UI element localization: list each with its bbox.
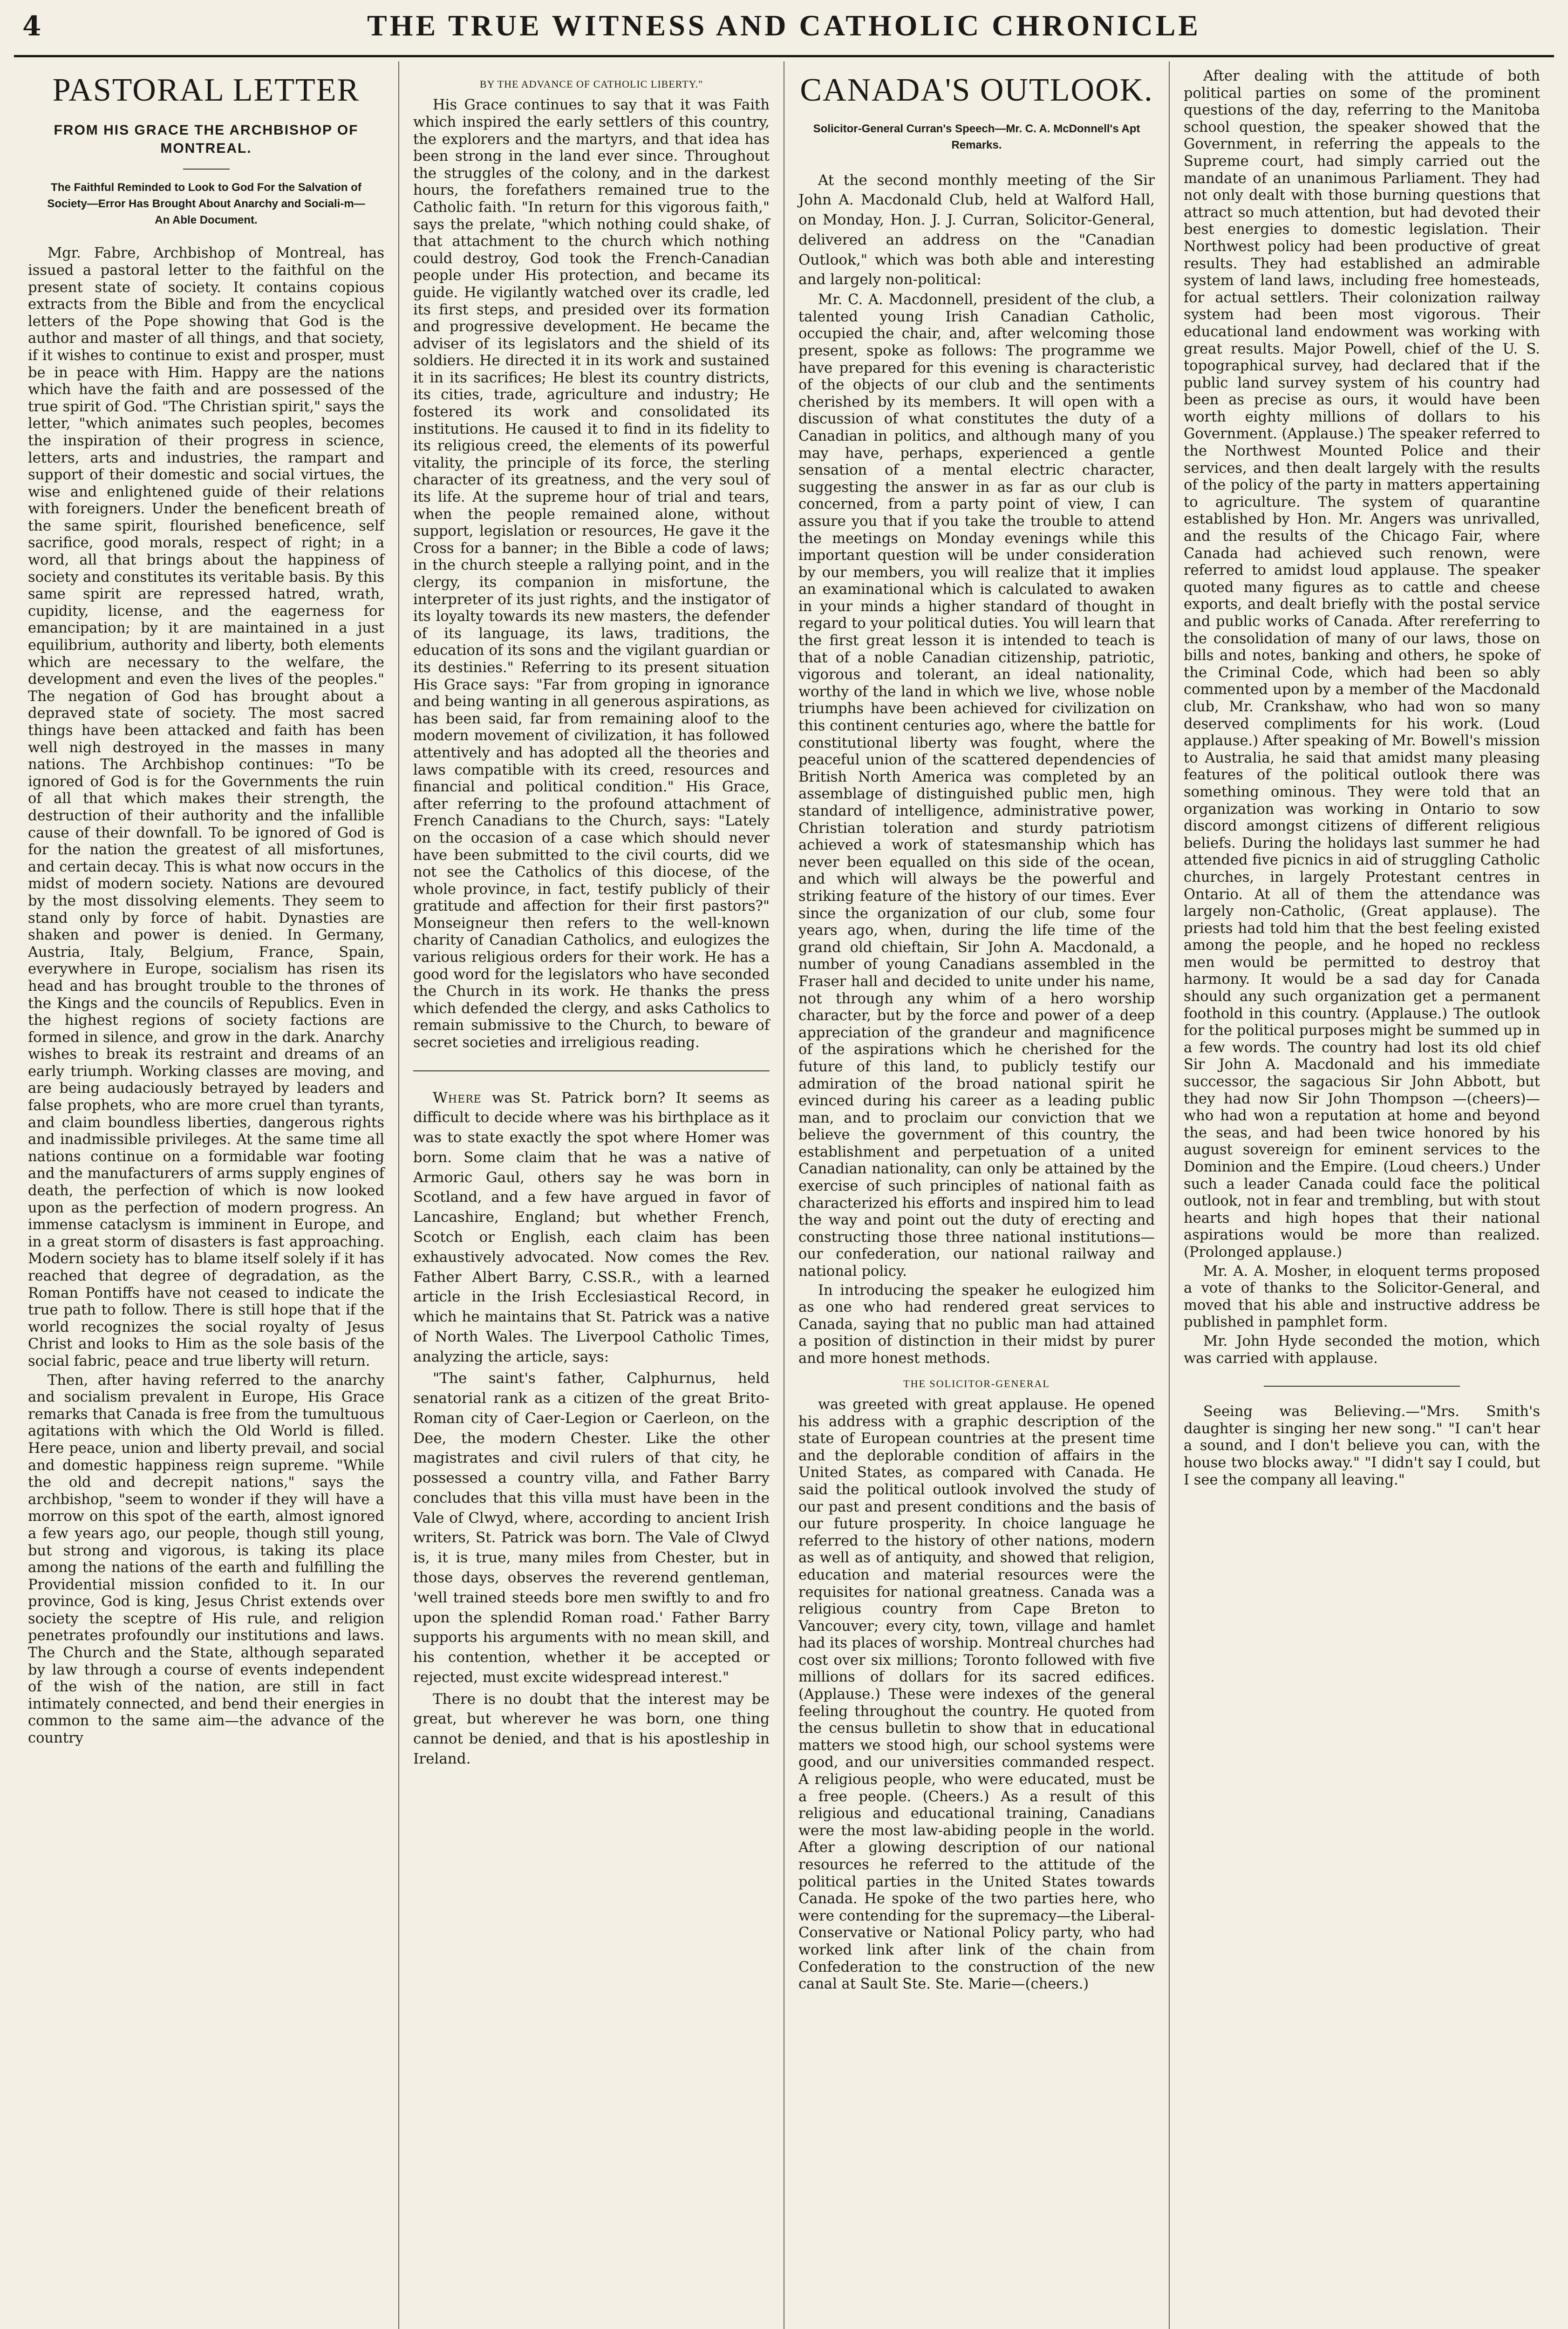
short-rule	[183, 169, 230, 170]
column-1	[14, 61, 399, 2329]
page-number: 4	[22, 10, 41, 42]
canada-deck: Solicitor-General Curran's Speech—Mr. C. A. McDonnell's Apt Remarks.	[813, 123, 1140, 151]
pastoral-deck: The Faithful Reminded to Look to God For the Salvation of Society—Error Has Brought About Anarchy and Sociali-m—An Able Document.	[47, 181, 365, 226]
canada-paragraph: Mr. A. A. Mosher, in eloquent terms proposed a vote of thanks to the Solicitor-General, and moved that his able and instructive address be published in pamphlet form.	[1184, 1263, 1540, 1331]
canada-paragraph: Mr. John Hyde seconded the motion, which was carried with applause.	[1184, 1333, 1540, 1367]
canada-inline-head: THE SOLICITOR-GENERAL	[903, 1377, 1050, 1389]
pastoral-headline: PASTORAL LETTER	[52, 72, 360, 108]
section-divider	[1264, 1386, 1460, 1387]
pastoral-paragraph: Mgr. Fabre, Archbishop of Montreal, has issued a pastoral letter to the faithful on the present state of society. It contains copious extracts from the Bible and from the encyclical letters of the Pope showing that God is the author and master of all things, and that society, if it wishes to continue to exist and prosper, must be in peace with Him. Happy are the nations which have the faith and are possessed of the true spirit of God. "The Christian spirit," says the letter, "which animates such peoples, becomes the inspiration of their progress in science, letters, arts and industries, the rampart and support of their domestic and social virtues, the wise and enlightened guide of their relations with foreigners. Under the beneficent breath of the same spirit, flourished beneficence, self sacrifice, good morals, respect of right; in a word, all that brings about the happiness of society and constitutes its veritable basis. By this same spirit are repressed hatred, wrath, cupidity, license, and the eagerness for emancipation; by it are maintained in a just equilibrium, authority and liberty, both elements which are necessary to the welfare, the development and even the lives of the peoples." The negation of God has brought about a depraved state of society. The most sacred things have been attacked and faith has been well nigh destroyed in the masses in many nations. The Archbishop continues: "To be ignored of God is for the Governments the ruin of all that which makes their strength, the destruction of their authority and the infallible cause of their downfall. To be ignored of God is for the nation the greatest of all misfortunes, and certain decay. This is what now occurs in the midst of modern society. Nations are devoured by the most dissolving elements. They seem to stand only by force of habit. Dynasties are shaken and power is denied. In Germany, Austria, Italy, Belgium, France, Spain, everywhere in Europe, socialism has risen its head and has brought trouble to the thrones of the Kings and the councils of Republics. Even in the highest regions of society factions are formed in silence, and grow in the dark. Anarchy wishes to break its restraint and dreams of an early triumph. Working classes are moving, and are being audaciously betrayed by leaders and false prophets, who are more cruel than tyrants, and claim boundless liberties, dangerous rights and inadmissible privileges. At the same time all nations continue on a formidable war footing and the manufacturers of arms supply engines of death, the perfection of which is now looked upon as the perfection of modern progress. An immense cataclysm is imminent in Europe, and in a great storm of disasters is fast approaching. Modern society has to blame itself solely if it has reached that degree of degradation, as the Roman Pontiffs have not ceased to indicate the true path to follow. There is still hope that if the world recognizes the social royalty of Jesus Christ and looks to Him as the sole basis of the social fabric, peace and true liberty will return.	[28, 245, 384, 1369]
section-divider	[413, 1070, 770, 1071]
column-2	[399, 61, 784, 2329]
pastoral-paragraph: Then, after having referred to the anarchy and socialism prevalent in Europe, His Grace remarks that Canada is free from the tumultuous agitations with which the Old World is filled. Here peace, union and liberty prevail, and social and domestic happiness reign supreme. "While the old and decrepit nations," says the archbishop, "seem to wonder if they will have a morrow on this spot of the earth, almost ignored a few years ago, our people, though still young, but strong and vigorous, is taking its place among the nations of the earth and fulfilling the Providential mission confided to it. In our province, God is king, Jesus Christ extends over society the sceptre of His rule, and religion penetrates profoundly our institutions and laws. The Church and the State, although separated by law through a course of events independent of the wish of the nation, are still in fact intimately connected, and bend their energies in common to the same aim—the advance of the country	[28, 1372, 384, 1747]
canada-paragraph: After dealing with the attitude of both political parties on some of the prominent questions of the day, referring to the Manitoba school question, the speaker showed that the Government, in referring the appeals to the Supreme court, had simply carried out the mandate of an unanimous Parliament. They had not only dealt with those burning questions that attract so much attention, but had devoted their best energies to domestic legislation. Their Northwest policy had been productive of great results. They had established an admirable system of land laws, including free homesteads, for actual settlers. Their colonization railway system had been most vigorous. Their educational land endowment was working with great results. Major Powell, chief of the U. S. topographical survey, had declared that if the public land survey system of his country had been as precise as ours, it would have been worth eighty millions of dollars to his Government. (Applause.) The speaker referred to the Northwest Mounted Police and their services, and then dealt largely with the results of the policy of the party in matters appertaining to agriculture. The system of quarantine established by Hon. Mr. Angers was unrivalled, and the results of the Chicago Fair, where Canada had achieved such renown, were referred to amidst loud applause. The speaker quoted many figures as to cattle and cheese exports, and dealt briefly with the postal service and public works of Canada. After rereferring to the consolidation of many of our laws, those on bills and notes, banking and others, he spoke of the Criminal Code, which had been so ably commented upon by a member of the Macdonald club, Mr. Crankshaw, who had won so many deserved compliments for his work. (Loud applause.) After speaking of Mr. Bowell's mission to Australia, he said that amidst many pleasing features of the political outlook there was something ominous. They were told that an organization was working in Ontario to sow discord amongst citizens of different religious beliefs. During the holidays last summer he had attended five picnics in aid of struggling Catholic churches, in largely Protestant centres in Ontario. At all of them the attendance was largely non-Catholic, (Great applause). The priests had told him that the best feeling existed among the people, and he hoped no reckless men would be permitted to destroy that harmony. It would be a sad day for Canada should any such organization get a permanent foothold in this country. (Applause.) The outlook for the political purposes might be summed up in a few words. The country had lost its old chief Sir John A. Macdonald and his immediate successor, the sagacious Sir John Abbott, but they had now Sir John Thompson —(cheers)—who had won a reputation at home and beyond the seas, and had been twice honored by his august sovereign for eminent services to the Dominion and the Empire. (Loud cheers.) Under such a leader Canada could face the political outlook, not in fear and trembling, but with stout hearts and high hopes that their national aspirations would be more than realized. (Prolonged applause.)	[1184, 68, 1541, 1260]
patrick-paragraph: There is no doubt that the interest may be great, but wherever he was born, one thing cannot be denied, and that is his apostleship in Ireland.	[413, 1690, 770, 1767]
canada-paragraph: At the second monthly meeting of the Sir John A. Macdonald Club, held at Walford Hall, on Monday, Hon. J. J. Curran, Solicitor-General, delivered an address on the "Canadian Outlook," which was both able and interesting and largely non-political:	[798, 171, 1155, 288]
patrick-paragraph	[413, 1088, 770, 1367]
masthead: THE TRUE WITNESS AND CATHOLIC CHRONICLE	[367, 9, 1201, 42]
pastoral-subhead: FROM HIS GRACE THE ARCHBISHOP OF MONTREAL.	[54, 123, 359, 156]
canada-paragraph: was greeted with great applause. He opened his address with a graphic description of the state of European countries at the present time and the deplorable condition of affairs in the United States, as compared with Canada. He said the political outlook involved the study of our past and present conditions and the basis of our future prosperity. In choice language he referred to the history of other nations, modern as well as of antiquity, and showed that religion, education and material resources were the requisites for national greatness. Canada was a religious country from Cape Breton to Vancouver; every city, town, village and hamlet had its places of worship. Montreal churches had cost over six millions; Toronto followed with five millions of dollars for its sacred edifices. (Applause.) These were indexes of the general feeling throughout the country. He quoted from the census bulletin to show that in educational matters we stood high, our school systems were good, and our universities commanded respect. A religious people, who were educated, must be a free people. (Cheers.) As a result of this religious and educational training, Canadians were the most law-abiding people in the world. After a glowing description of our national resources he referred to the attitude of the political parties in the United States towards Canada. He spoke of the two parties here, who were contending for the supremacy—the Liberal-Conservative or National Policy party, who had worked link after link of the chain from Confederation to the construction of the new canal at Sault Ste. Ste. Marie—(cheers.)	[798, 1396, 1155, 1993]
pastoral-paragraph: His Grace continues to say that it was Faith which inspired the early settlers of this country, the explorers and the martyrs, and that idea has been strong in the land ever since. Throughout the struggles of the colony, and in the darkest hours, the forefathers remained true to the Catholic faith. "In return for this vigorous faith," says the prelate, "which nothing could shake, of that attachment to the church which nothing could destroy, God took the French-Canadian people under His protection, and became its guide. He vigilantly watched over its cradle, led its first steps, and presided over its formation and progressive development. He became the adviser of its legislators and the shield of its soldiers. He directed it in its work and sustained it in its sacrifices; He blest its country districts, its cities, trade, agriculture and industry; He fostered its work and consolidated its institutions. He caused it to find in its fidelity to its religious creed, the elements of its powerful vitality, the principle of its force, the sterling character of its greatness, and the very soul of its life. At the supreme hour of trial and tears, when the people remained alone, without support, legislation or resources, He gave it the Cross for a banner; in the Bible a code of laws; in the church steeple a rallying point, and in the clergy, its companion in misfortune, the interpreter of its just rights, and the instigator of its loyalty towards its new masters, the defender of its language, its laws, traditions, the education of its sons and the vigilant guardian or its destinies." Referring to its present situation His Grace says: "Far from groping in ignorance and being wanting in all generous aspirations, as has been said, far from remaining aloof to the modern movement of civilization, it has followed attentively and has adopted all the theories and laws compatible with its creed, resources and financial and political condition." His Grace, after referring to the profound attachment of French Canadians to the Church, says: "Lately on the occasion of a case which should never have been submitted to the civil courts, did we not see the Catholics of this diocese, of the whole province, in fact, testify publicly of their gratitude and affection for their first pastors?" Monseigneur then refers to the well-known charity of Canadian Catholics, and eulogizes the various religious orders for their work. He has a good word for the legislators who have seconded the Church in its work. He thanks the press which defended the clergy, and asks Catholics to remain submissive to the Church, to beware of secret societies and irreligious reading.	[413, 97, 770, 1051]
believing-paragraph: Seeing was Believing.—"Mrs. Smith's daughter is singing her new song." "I can't hear a sound, and I don't believe you can, with the house two blocks away." "I didn't say I could, but I see the company all leaving."	[1184, 1403, 1540, 1488]
canada-paragraph: Mr. C. A. Macdonnell, president of the club, a talented young Irish Canadian Catholic, occupied the chair, and, after welcoming those present, spoke as follows: The programme we have prepared for this evening is characteristic of the objects of our club and the sentiments cherished by its members. It will open with a discussion of what constitutes the duty of a Canadian in politics, and although many of you may have, perhaps, experienced a gentle sensation of a mental electric character, suggesting the answer in as far as our club is concerned, from a party point of view, I can assure you that if you take the trouble to attend the meetings on Monday evenings while this important question will be under consideration by our members, you will realize that it implies an examinational which is calculated to awaken in your minds a higher standard of thought in regard to your political duties. You will learn that the first great lesson it is intended to teach is that of a noble Canadian citizenship, patriotic, vigorous and tolerant, an ideal nationality, worthy of the land in which we live, whose noble triumphs have been achieved for civilization on this continent centuries ago, where the battle for constitutional liberty was fought, where the peaceful union of the scattered dependencies of British North America was completed by an assemblage of distinguished public men, high standard of intelligence, administrative power, Christian toleration and sturdy patriotism achieved a work of statesmanship which has never been equalled on this side of the ocean, and which will always be the powerful and striking feature of the history of our times. Ever since the organization of our club, some four years ago, when, during the life time of the grand old chieftain, Sir John A. Macdonald, a number of young Canadians assembled in the Fraser hall and decided to unite under his name, not through any whim of a hero worship character, but by the force and power of a deep appreciation of the grandeur and magnificence of the aspirations which he cherished for the future of this land, to publicly testify our admiration of the broad national spirit he evinced during his career as a leading public man, and to proclaim our conviction that we believe the government of this country, the establishment and perpetuation of a united Canadian nationality, can only be attained by the exercise of such principles of national faith as characterized his efforts and inspired him to lead the way and point out the duty of erecting and constructing those three national institutions—our confederation, our national railway and national policy.	[798, 292, 1155, 1280]
pastoral-inline-head: BY THE ADVANCE OF CATHOLIC LIBERTY."	[479, 78, 703, 90]
column-4	[1170, 61, 1554, 2329]
header-rule	[14, 55, 1554, 57]
columns	[14, 61, 1554, 2329]
patrick-text: was St. Patrick born? It seems as difficult to decide where was his birthplace as it was to state exactly the spot where Homer was born. Some claim that he was a native of Armoric Gaul, others say he was born in Scotland, and a few have argued in favor of Lancashire, England; but whether French, Scotch or English, each claim has been exhaustively advocated. Now comes the Rev. Father Albert Barry, C.SS.R., with a learned article in the Irish Ecclesiastical Record, in which he maintains that St. Patrick was a native of North Wales. The Liverpool Catholic Times, analyzing the article, says:	[413, 1089, 770, 1365]
patrick-paragraph: "The saint's father, Calphurnus, held senatorial rank as a citizen of the great Brito-Roman city of Caer-Legion or Caerleon, on the Dee, the modern Chester. Like the other magistrates and civil rulers of that city, he possessed a country villa, and Father Barry concludes that this villa must have been in the Vale of Clwyd, where, according to ancient Irish writers, St. Patrick was born. The Vale of Clwyd is, it is true, many miles from Chester, but in those days, observes the reverend gentleman, 'well trained steeds bore men swiftly to and fro upon the splendid Roman road.' Father Barry supports his arguments with no mean skill, and his contention, whether it be accepted or rejected, must excite widespread interest."	[413, 1370, 770, 1686]
canada-headline: CANADA'S OUTLOOK.	[800, 72, 1153, 108]
column-3	[784, 61, 1170, 2329]
patrick-lead: Where	[433, 1089, 482, 1106]
canada-paragraph: In introducing the speaker he eulogized him as one who had rendered great services to Canada, saying that no public man had attained a position of distinction in their midst by purer and more honest methods.	[798, 1282, 1155, 1367]
